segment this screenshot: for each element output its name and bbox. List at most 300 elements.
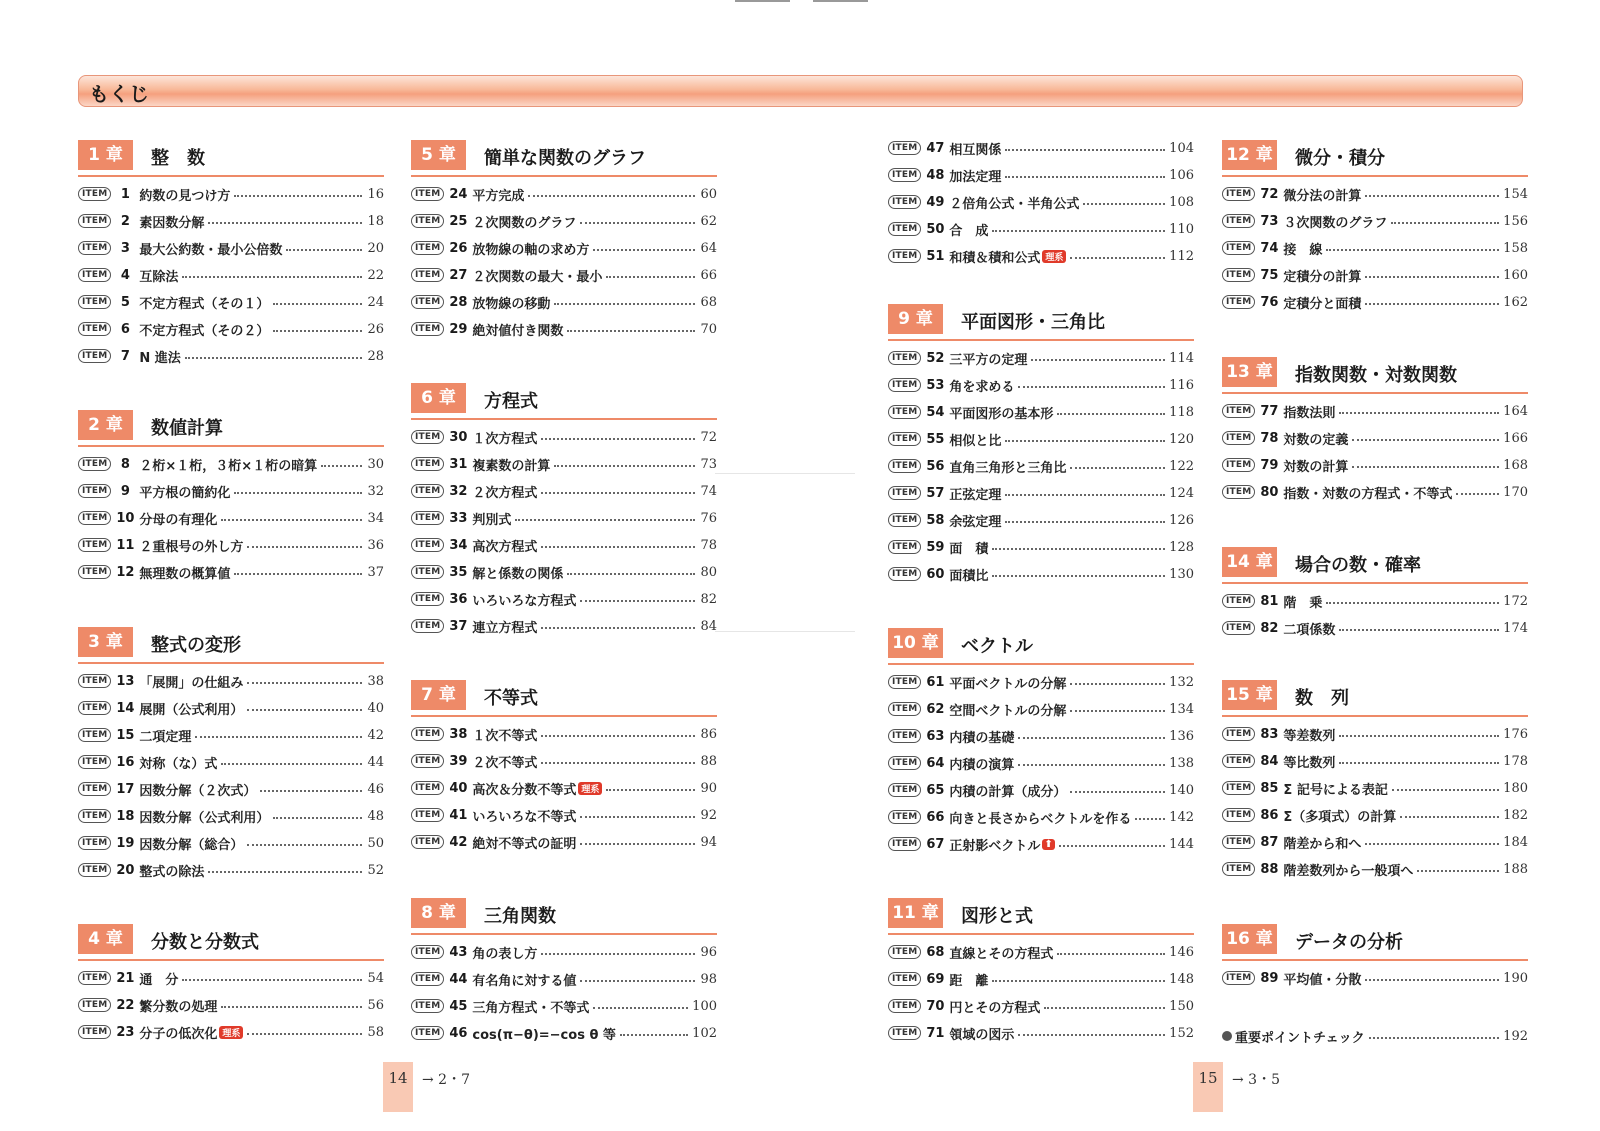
toc-item[interactable] [78,238,384,258]
chapter-title: 平面図形・三角比 [961,312,1105,333]
leader-dots [1391,222,1499,224]
item-title: 整式の除法 [139,864,205,880]
item-badge: ITEM [888,513,921,527]
item-title: 通 分 [139,972,179,988]
item-number: 53 [926,377,945,393]
leader-dots [992,980,1165,982]
toc-item[interactable] [1222,724,1528,744]
toc-item[interactable] [78,671,384,691]
leader-dots [234,492,362,494]
toc-item[interactable] [888,246,1194,266]
item-number: 5 [120,294,130,310]
item-number: 62 [926,701,945,717]
leader-dots [1070,467,1165,469]
item-title: 不定方程式（その１） [139,296,270,312]
item-number: 82 [1260,620,1279,636]
toc-item[interactable] [411,184,717,204]
toc-item[interactable] [411,969,717,989]
item-page-number: 166 [1503,430,1528,446]
chapter-heading[interactable] [411,140,717,180]
item-badge: ITEM [888,222,921,236]
toc-item[interactable] [78,698,384,718]
item-number: 72 [1260,186,1279,202]
item-title: 正弦定理 [949,487,1002,503]
toc-item[interactable] [78,725,384,745]
toc-item[interactable] [78,535,384,555]
leader-dots [1365,843,1499,845]
item-title: 平方完成 [472,188,525,204]
item-number: 76 [1260,294,1279,310]
item-badge: ITEM [1222,754,1255,768]
item-title: 角の表し方 [472,946,538,962]
chapter-underline [888,933,1194,935]
item-title: 最大公約数・最小公倍数 [139,242,283,258]
toc-item[interactable] [888,219,1194,239]
item-page-number: 60 [700,186,717,202]
chapter-title: 数 列 [1295,688,1349,709]
item-page-number: 66 [700,267,717,283]
toc-item[interactable] [888,672,1194,692]
toc-item[interactable] [1222,778,1528,798]
leader-dots [1070,791,1165,793]
chapter-underline [78,959,384,961]
item-title: 角を求める [949,379,1015,395]
item-title: 合 成 [949,223,989,239]
toc-item[interactable] [78,752,384,772]
toc-item[interactable] [1222,805,1528,825]
toc-item[interactable] [888,192,1194,212]
item-number: 35 [449,564,468,580]
item-number: 9 [120,483,130,499]
item-page-number: 146 [1169,944,1194,960]
item-badge: ITEM [411,322,444,336]
toc-item[interactable] [411,996,717,1016]
chapter-number-badge: 15 章 [1222,680,1277,710]
item-badge: ITEM [1222,187,1255,201]
item-badge: ITEM [1222,862,1255,876]
item-badge: ITEM [1222,214,1255,228]
item-title: 定積分と面積 [1283,296,1362,312]
leader-dots [541,546,695,548]
item-page-number: 56 [367,997,384,1013]
item-badge: ITEM [78,728,111,742]
item-badge: ITEM [1222,781,1255,795]
item-badge: ITEM [411,268,444,282]
toc-item[interactable] [78,562,384,582]
leader-dots [554,303,695,305]
item-number: 11 [116,537,135,553]
toc-item[interactable] [78,292,384,312]
toc-item[interactable] [1222,618,1528,638]
toc-item[interactable] [78,995,384,1015]
toc-item[interactable] [78,184,384,204]
item-title: 繁分数の処理 [139,999,218,1015]
chapter-heading[interactable] [1222,924,1528,964]
toc-item[interactable] [888,780,1194,800]
item-page-number: 128 [1169,539,1194,555]
chapter-underline [1222,959,1528,961]
item-title: 約数の見つけ方 [139,188,231,204]
leader-dots [992,230,1165,232]
toc-item[interactable] [411,265,717,285]
item-badge: ITEM [888,249,921,263]
toc-item[interactable] [78,481,384,501]
leader-dots [606,789,695,791]
toc-item[interactable] [888,138,1194,158]
toc-item[interactable] [411,292,717,312]
item-badge: ITEM [411,835,444,849]
leader-dots [1365,979,1499,981]
chapter-underline [888,339,1194,341]
toc-item[interactable] [411,319,717,339]
item-page-number: 94 [700,834,717,850]
item-badge: ITEM [78,755,111,769]
toc-item[interactable] [888,726,1194,746]
chapter-underline [411,175,717,177]
item-page-number: 134 [1169,701,1194,717]
toc-item[interactable] [888,402,1194,422]
item-number: 21 [116,970,135,986]
item-page-number: 28 [367,348,384,364]
advanced-arrow-icon: ⬆ [1044,838,1053,850]
chapter-heading[interactable] [888,304,1194,344]
leader-dots [1018,764,1165,766]
toc-item[interactable] [888,699,1194,719]
item-badge: ITEM [411,808,444,822]
toc-title: もくじ [89,82,149,106]
item-number: 64 [926,755,945,771]
toc-item[interactable] [888,942,1194,962]
item-page-number: 132 [1169,674,1194,690]
item-page-number: 44 [367,754,384,770]
item-title: 面積比 [949,568,989,584]
chapter-heading[interactable] [1222,140,1528,180]
item-number: 2 [120,213,130,229]
toc-item[interactable] [78,806,384,826]
item-title: Σ 記号による表記 [1283,782,1388,798]
toc-item[interactable] [411,832,717,852]
toc-item[interactable] [1222,482,1528,502]
science-course-tag: 理系 [578,782,602,795]
item-title: 直線とその方程式 [949,946,1054,962]
item-badge: ITEM [888,459,921,473]
leader-dots [541,492,695,494]
item-page-number: 150 [1169,998,1194,1014]
item-badge: ITEM [411,214,444,228]
item-number: 6 [120,321,130,337]
item-title: 分母の有理化 [139,512,218,528]
leader-dots [580,816,695,818]
chapter-heading[interactable] [78,140,384,180]
toc-item[interactable] [888,483,1194,503]
item-page-number: 40 [367,700,384,716]
toc-item[interactable] [1222,591,1528,611]
item-number: 4 [120,267,130,283]
item-title: 複素数の計算 [472,458,551,474]
toc-item[interactable] [1222,832,1528,852]
leader-dots [1018,737,1165,739]
toc-item[interactable] [78,508,384,528]
leader-dots [247,1033,362,1035]
chapter-heading[interactable] [411,898,717,938]
toc-item[interactable] [411,778,717,798]
toc-item[interactable] [1222,455,1528,475]
item-title: 平面図形の基本形 [949,406,1054,422]
item-title: 不定方程式（その２） [139,323,270,339]
toc-item[interactable] [411,805,717,825]
item-page-number: 130 [1169,566,1194,582]
leader-dots [1135,818,1165,820]
leader-dots [1018,386,1165,388]
toc-item[interactable] [411,751,717,771]
chapter-heading[interactable] [78,924,384,964]
item-badge: ITEM [1222,458,1255,472]
toc-item[interactable] [78,319,384,339]
item-page-number: 48 [367,808,384,824]
item-page-number: 122 [1169,458,1194,474]
toc-item[interactable] [411,238,717,258]
chapter-title: 場合の数・確率 [1295,555,1421,576]
item-title: 指数・対数の方程式・不等式 [1283,486,1453,502]
item-number: 83 [1260,726,1279,742]
toc-item[interactable] [888,456,1194,476]
point-check-entry[interactable] [1222,1026,1528,1046]
bullet-icon [1222,1031,1232,1041]
item-page-number: 102 [692,1025,717,1041]
item-title: 素因数分解 [139,215,205,231]
leader-dots [1392,789,1499,791]
item-number: 85 [1260,780,1279,796]
item-page-number: 70 [700,321,717,337]
toc-item[interactable] [411,942,717,962]
item-badge: ITEM [1222,971,1255,985]
toc-item[interactable] [888,510,1194,530]
toc-item[interactable] [411,535,717,555]
toc-item[interactable] [411,589,717,609]
item-page-number: 62 [700,213,717,229]
leader-dots [567,573,695,575]
leader-dots [1400,816,1499,818]
item-title: ２桁×１桁，３桁×１桁の暗算 [139,458,318,474]
toc-item[interactable] [411,508,717,528]
item-title: 高次＆分数不等式 [472,782,577,798]
item-number: 43 [449,944,468,960]
toc-item[interactable] [1222,401,1528,421]
toc-item[interactable] [1222,428,1528,448]
chapter-heading[interactable] [78,410,384,450]
item-badge: ITEM [888,837,921,851]
toc-item[interactable] [78,833,384,853]
leader-dots [1326,602,1499,604]
leader-dots [221,1006,362,1008]
toc-item[interactable] [1222,968,1528,988]
item-page-number: 138 [1169,755,1194,771]
item-number: 27 [449,267,468,283]
right-page-number: 15 [1193,1062,1223,1112]
toc-item[interactable] [78,346,384,366]
item-number: 3 [120,240,130,256]
toc-item[interactable] [411,724,717,744]
leader-dots [273,330,362,332]
toc-item[interactable] [78,779,384,799]
item-badge: ITEM [1222,485,1255,499]
item-badge: ITEM [888,972,921,986]
toc-item[interactable] [1222,265,1528,285]
item-page-number: 120 [1169,431,1194,447]
toc-item[interactable] [411,427,717,447]
toc-item[interactable] [888,753,1194,773]
item-page-number: 184 [1503,834,1528,850]
toc-item[interactable] [888,1023,1194,1043]
item-title: 和積＆積和公式 [949,250,1041,266]
item-title: 階差から和へ [1283,836,1362,852]
item-badge: ITEM [888,810,921,824]
item-number: 89 [1260,970,1279,986]
leader-dots [580,980,695,982]
leader-dots [321,465,362,467]
toc-item[interactable] [888,165,1194,185]
item-badge: ITEM [78,457,111,471]
item-page-number: 126 [1169,512,1194,528]
toc-item[interactable] [1222,751,1528,771]
item-title: 平面ベクトルの分解 [949,676,1067,692]
toc-item[interactable] [78,1022,384,1042]
toc-item[interactable] [78,860,384,880]
toc-item[interactable] [411,211,717,231]
toc-item[interactable] [888,996,1194,1016]
item-page-number: 104 [1169,140,1194,156]
toc-item[interactable] [888,969,1194,989]
chapter-heading[interactable] [888,898,1194,938]
chapter-heading[interactable] [1222,547,1528,587]
toc-item[interactable] [888,537,1194,557]
item-number: 19 [116,835,135,851]
leader-dots [247,546,362,548]
leader-dots [1365,276,1499,278]
item-title: cos(π−θ)=−cos θ 等 [472,1027,616,1043]
toc-item[interactable] [1222,211,1528,231]
leader-dots [593,249,695,251]
toc-item[interactable] [888,348,1194,368]
item-badge: ITEM [1222,808,1255,822]
leader-dots [1005,494,1165,496]
toc-item[interactable] [78,968,384,988]
item-page-number: 16 [367,186,384,202]
chapter-heading[interactable] [1222,680,1528,720]
toc-item[interactable] [888,429,1194,449]
chapter-heading[interactable] [78,627,384,667]
item-number: 87 [1260,834,1279,850]
item-number: 28 [449,294,468,310]
item-badge: ITEM [1222,727,1255,741]
chapter-title: ベクトル [961,636,1033,657]
item-title: 等差数列 [1283,728,1336,744]
item-title: 互除法 [139,269,179,285]
toc-item[interactable] [78,454,384,474]
chapter-title: 不等式 [484,688,538,709]
item-title: 放物線の軸の求め方 [472,242,590,258]
toc-item[interactable] [411,454,717,474]
toc-item[interactable] [411,1023,717,1043]
item-badge: ITEM [1222,295,1255,309]
toc-item[interactable] [411,616,717,636]
item-title: ２重根号の外し方 [139,539,244,555]
item-number: 69 [926,971,945,987]
item-page-number: 86 [700,726,717,742]
chapter-heading[interactable] [411,383,717,423]
item-number: 49 [926,194,945,210]
item-badge: ITEM [78,187,111,201]
item-page-number: 108 [1169,194,1194,210]
toc-item[interactable] [888,834,1194,854]
item-badge: ITEM [888,540,921,554]
toc-item[interactable] [1222,859,1528,879]
item-page-number: 90 [700,780,717,796]
toc-item[interactable] [888,564,1194,584]
leader-dots [580,600,695,602]
point-check-title: 重要ポイントチェック [1235,1030,1365,1046]
leader-dots [247,682,362,684]
item-page-number: 116 [1169,377,1194,393]
item-number: 65 [926,782,945,798]
chapter-heading[interactable] [1222,357,1528,397]
item-number: 55 [926,431,945,447]
leader-dots [541,953,695,955]
leader-dots [1339,412,1499,414]
toc-item[interactable] [1222,292,1528,312]
item-number: 86 [1260,807,1279,823]
toc-item[interactable] [78,211,384,231]
chapter-heading[interactable] [888,628,1194,668]
toc-item[interactable] [888,375,1194,395]
leader-dots [185,357,362,359]
item-number: 73 [1260,213,1279,229]
item-badge: ITEM [888,405,921,419]
item-title: 二項係数 [1283,622,1336,638]
toc-item[interactable] [411,481,717,501]
chapter-underline [78,445,384,447]
item-number: 60 [926,566,945,582]
leader-dots [1365,195,1499,197]
item-badge: ITEM [411,241,444,255]
toc-item[interactable] [1222,184,1528,204]
item-number: 56 [926,458,945,474]
item-number: 74 [1260,240,1279,256]
divider [715,631,855,632]
toc-item[interactable] [1222,238,1528,258]
item-title: 分子の低次化 [139,1026,218,1042]
item-number: 12 [116,564,135,580]
toc-item[interactable] [888,807,1194,827]
leader-dots [208,222,362,224]
item-title: 指数法則 [1283,405,1336,421]
chapter-title: データの分析 [1295,932,1403,953]
point-check-page: 192 [1503,1028,1528,1044]
item-badge: ITEM [78,268,111,282]
item-number: 22 [116,997,135,1013]
item-number: 42 [449,834,468,850]
item-number: 39 [449,753,468,769]
item-title: 距 離 [949,973,989,989]
chapter-heading[interactable] [411,680,717,720]
toc-item[interactable] [78,265,384,285]
item-badge: ITEM [411,484,444,498]
toc-item[interactable] [411,562,717,582]
item-number: 48 [926,167,945,183]
item-page-number: 180 [1503,780,1528,796]
item-number: 31 [449,456,468,472]
item-title: 絶対値付き関数 [472,323,564,339]
